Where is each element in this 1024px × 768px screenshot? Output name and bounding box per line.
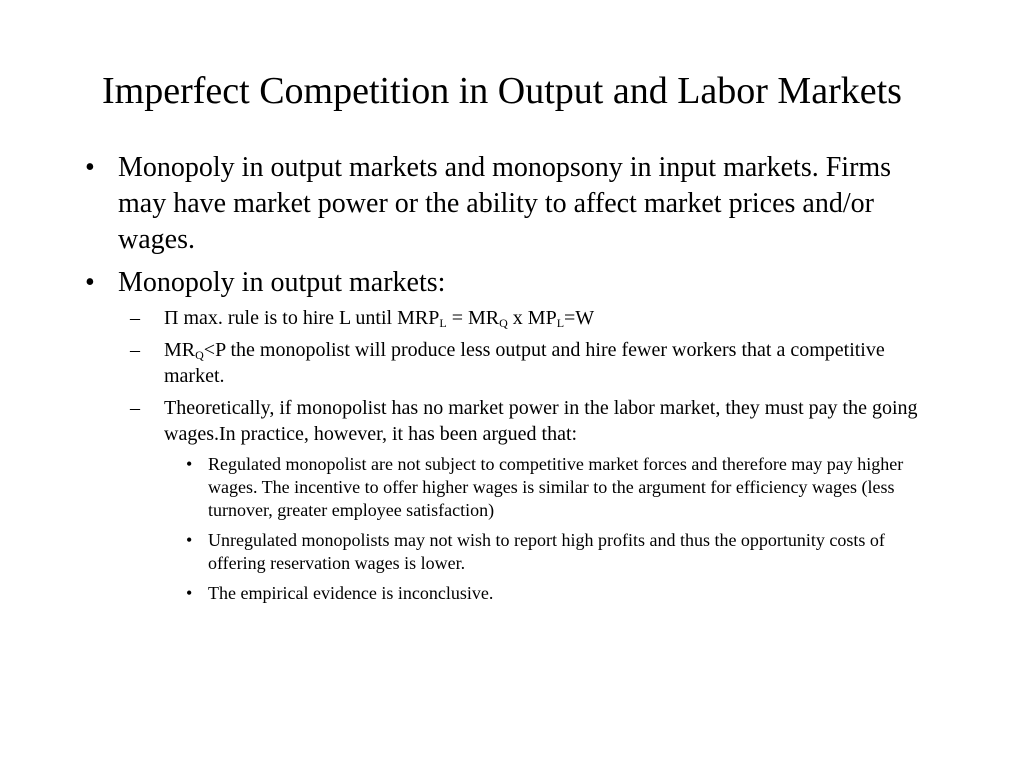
bullet-icon: •	[186, 454, 193, 474]
rule-text: = MR	[446, 307, 500, 329]
sub-bullet-text	[164, 307, 594, 329]
subscript: Q	[499, 316, 508, 330]
rule-text: MR	[164, 339, 196, 361]
sub-bullet-item	[118, 395, 940, 605]
bullet-text: Monopoly in output markets and monopsony in input markets. Firms may have market power or the ability to affect market prices and/or wages.	[118, 152, 892, 255]
sub-sub-bullet-text: Unregulated monopolists may not wish to report high profits and thus the opportunity costs of offering reservation wages is lower.	[208, 530, 885, 573]
sub-sub-bullet-text: The empirical evidence is inconclusive.	[208, 583, 494, 603]
sub-sub-bullet-item	[164, 529, 940, 575]
dash-icon: –	[130, 397, 140, 419]
sub-sub-bullet-item	[164, 453, 940, 522]
rule-text: <P the monopolist will produce less output and hire fewer workers that a competitive market.	[164, 339, 885, 387]
sub-sub-bullet-list	[164, 453, 940, 605]
sub-bullet-list	[118, 305, 940, 605]
bullet-icon: •	[85, 152, 95, 183]
rule-text: x MP	[507, 307, 557, 329]
bullet-item	[80, 150, 940, 258]
sub-bullet-text	[164, 339, 885, 387]
bullet-list	[80, 150, 940, 612]
subscript: L	[556, 316, 565, 330]
sub-bullet-item	[118, 337, 940, 389]
bullet-icon: •	[186, 583, 193, 603]
sub-sub-bullet-text: Regulated monopolist are not subject to competitive market forces and therefore may pay higher wages. The incentive to offer higher wages is similar to the argument for efficiency wages (less turnover, greater employee satisfaction)	[208, 454, 904, 520]
bullet-item	[80, 265, 940, 605]
bullet-icon: •	[85, 267, 95, 298]
subscript: L	[439, 316, 447, 330]
slide-title: Imperfect Competition in Output and Labor Markets	[102, 70, 902, 112]
dash-icon: –	[130, 307, 140, 329]
sub-bullet-text: Theoretically, if monopolist has no market power in the labor market, they must pay the going wages.In practice, however, it has been argued that:	[164, 397, 918, 445]
bullet-text: Monopoly in output markets:	[118, 267, 446, 298]
dash-icon: –	[130, 339, 140, 361]
rule-text: Π max. rule is to hire L until MRP	[164, 307, 440, 329]
rule-text: =W	[564, 307, 595, 329]
sub-bullet-item	[118, 305, 940, 331]
subscript: Q	[195, 348, 204, 362]
sub-sub-bullet-item	[164, 582, 940, 605]
bullet-icon: •	[186, 530, 193, 550]
